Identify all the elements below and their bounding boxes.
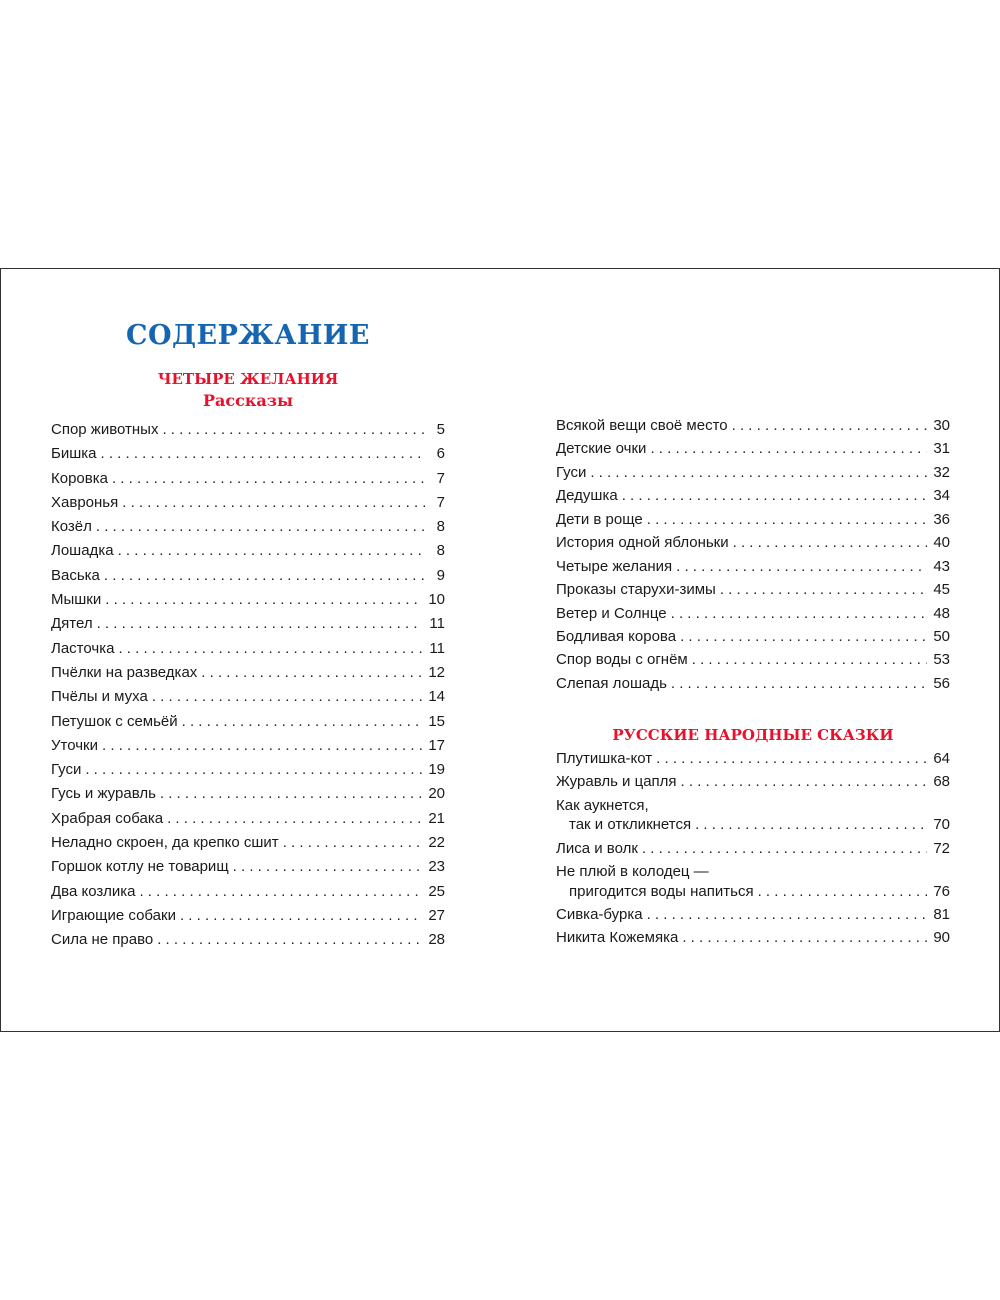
toc-entry-page: 72 bbox=[933, 839, 950, 857]
dot-leader bbox=[201, 664, 422, 682]
toc-entry-page: 32 bbox=[933, 463, 950, 481]
left-column-entries bbox=[51, 421, 445, 956]
toc-entry-page: 12 bbox=[428, 663, 445, 681]
section-heading-russian-tales: РУССКИЕ НАРОДНЫЕ СКАЗКИ bbox=[612, 726, 894, 744]
toc-entry[interactable] bbox=[556, 797, 950, 835]
toc-entry[interactable] bbox=[51, 810, 445, 828]
toc-entry-page: 31 bbox=[933, 440, 950, 458]
toc-entry[interactable] bbox=[51, 542, 445, 560]
toc-entry-page: 48 bbox=[933, 604, 950, 622]
toc-entry-page: 5 bbox=[436, 421, 445, 438]
dot-leader bbox=[622, 487, 928, 505]
dot-leader bbox=[112, 470, 425, 488]
toc-entry[interactable] bbox=[51, 737, 445, 755]
toc-entry-title: Гуси bbox=[51, 761, 82, 779]
toc-entry-title: Детские очки bbox=[556, 440, 647, 458]
dot-leader bbox=[642, 840, 927, 858]
toc-entry[interactable] bbox=[51, 421, 445, 439]
toc-entry-page: 30 bbox=[933, 417, 950, 434]
dot-leader bbox=[104, 567, 425, 585]
dot-leader bbox=[671, 675, 927, 693]
toc-entry-title: Всякой вещи своё место bbox=[556, 417, 728, 434]
toc-entry-page: 21 bbox=[428, 809, 445, 827]
toc-entry-title-line1: Не плюй в колодец — bbox=[556, 863, 709, 881]
dot-leader bbox=[97, 615, 424, 633]
dot-leader bbox=[118, 640, 423, 658]
toc-entry-title: Пчёлы и муха bbox=[51, 688, 148, 706]
toc-entry-title: Спор воды с огнём bbox=[556, 651, 688, 669]
toc-entry[interactable] bbox=[51, 591, 445, 609]
toc-entry-title: Бодливая корова bbox=[556, 627, 677, 645]
toc-entry-title: Храбрая собака bbox=[51, 809, 164, 827]
toc-entry-title: Лиса и волк bbox=[556, 839, 638, 857]
dot-leader bbox=[682, 929, 927, 947]
toc-entry[interactable] bbox=[51, 858, 445, 876]
dot-leader bbox=[695, 816, 927, 834]
toc-entry-page: 53 bbox=[933, 651, 950, 669]
toc-entry[interactable] bbox=[556, 773, 950, 791]
dot-leader bbox=[152, 688, 422, 706]
toc-entry[interactable] bbox=[51, 688, 445, 706]
toc-entry-title: Играющие собаки bbox=[51, 906, 176, 924]
toc-entry-title: Плутишка-кот bbox=[556, 750, 653, 767]
toc-entry[interactable] bbox=[556, 906, 950, 924]
toc-entry-page: 20 bbox=[428, 785, 445, 803]
toc-entry[interactable] bbox=[51, 640, 445, 658]
toc-entry[interactable] bbox=[51, 615, 445, 633]
toc-entry-page: 64 bbox=[933, 750, 950, 767]
dot-leader bbox=[590, 464, 927, 482]
toc-entry-title: Четыре желания bbox=[556, 557, 673, 575]
toc-entry-title: Коровка bbox=[51, 469, 108, 487]
toc-entry-title: Мышки bbox=[51, 591, 102, 609]
toc-entry-title-line1: Как аукнется, bbox=[556, 796, 649, 814]
dot-leader bbox=[162, 421, 425, 439]
toc-entry[interactable] bbox=[51, 907, 445, 925]
toc-entry-title: Уточки bbox=[51, 736, 98, 754]
toc-entry[interactable] bbox=[556, 440, 950, 458]
dot-leader bbox=[102, 737, 422, 755]
toc-entry[interactable] bbox=[51, 931, 445, 949]
toc-entry-title: Неладно скроен, да крепко сшит bbox=[51, 834, 279, 852]
toc-entry-title: Лошадка bbox=[51, 542, 114, 560]
toc-entry[interactable] bbox=[556, 464, 950, 482]
dot-leader bbox=[758, 883, 928, 901]
toc-entry-title: Ласточка bbox=[51, 639, 115, 657]
toc-entry-title: Хавронья bbox=[51, 493, 119, 511]
toc-entry-page: 11 bbox=[429, 639, 445, 657]
toc-entry-title: История одной яблоньки bbox=[556, 534, 729, 552]
dot-leader bbox=[182, 713, 423, 731]
toc-entry-page: 10 bbox=[428, 591, 445, 609]
toc-entry[interactable] bbox=[51, 664, 445, 682]
toc-entry-page: 28 bbox=[428, 931, 445, 949]
toc-entry-page: 81 bbox=[933, 905, 950, 923]
toc-entry-page: 7 bbox=[436, 493, 445, 511]
toc-entry-title: Пчёлки на разведках bbox=[51, 663, 198, 681]
toc-entry-page: 25 bbox=[428, 882, 445, 900]
toc-entry[interactable] bbox=[51, 518, 445, 536]
toc-entry-title: Спор животных bbox=[51, 421, 159, 438]
toc-entry[interactable] bbox=[556, 628, 950, 646]
toc-entry-title: Дети в роще bbox=[556, 510, 643, 528]
toc-entry-page: 6 bbox=[436, 445, 445, 463]
toc-entry-page: 23 bbox=[428, 858, 445, 876]
toc-entry[interactable] bbox=[51, 834, 445, 852]
toc-entry-page: 43 bbox=[933, 557, 950, 575]
toc-entry-page: 11 bbox=[429, 615, 445, 633]
toc-entry[interactable] bbox=[51, 445, 445, 463]
toc-entry-page: 45 bbox=[933, 581, 950, 599]
dot-leader bbox=[692, 651, 928, 669]
toc-entry[interactable] bbox=[556, 581, 950, 599]
toc-entry-page: 50 bbox=[933, 627, 950, 645]
dot-leader bbox=[283, 834, 423, 852]
toc-entry[interactable] bbox=[556, 417, 950, 435]
toc-entry-title: Козёл bbox=[51, 518, 92, 536]
toc-entry-title: Журавль и цапля bbox=[556, 773, 677, 791]
toc-entry[interactable] bbox=[556, 750, 950, 768]
dot-leader bbox=[647, 906, 928, 924]
toc-entry-page: 70 bbox=[933, 816, 950, 834]
toc-entry[interactable] bbox=[556, 651, 950, 669]
dot-leader bbox=[160, 785, 422, 803]
toc-entry[interactable] bbox=[51, 785, 445, 803]
toc-entry[interactable] bbox=[51, 470, 445, 488]
toc-entry-page: 7 bbox=[436, 469, 445, 487]
toc-entry[interactable] bbox=[51, 713, 445, 731]
toc-entry-title: Васька bbox=[51, 566, 100, 584]
toc-entry-page: 17 bbox=[428, 736, 445, 754]
tales-entries bbox=[556, 750, 950, 953]
toc-entry-page: 14 bbox=[428, 688, 445, 706]
toc-entry-page: 27 bbox=[428, 906, 445, 924]
toc-entry-title: Сила не право bbox=[51, 931, 154, 949]
toc-entry-title: Два козлика bbox=[51, 882, 136, 900]
toc-entry-page: 56 bbox=[933, 674, 950, 692]
toc-entry-page: 9 bbox=[436, 566, 445, 584]
dot-leader bbox=[233, 858, 423, 876]
dot-leader bbox=[96, 518, 425, 536]
toc-entry-page: 40 bbox=[933, 534, 950, 552]
dot-leader bbox=[139, 883, 422, 901]
dot-leader bbox=[118, 542, 425, 560]
toc-entry-page: 34 bbox=[933, 487, 950, 505]
toc-entry-title: Сивка-бурка bbox=[556, 905, 643, 923]
toc-entry[interactable] bbox=[556, 605, 950, 623]
section-heading-four-wishes: ЧЕТЫРЕ ЖЕЛАНИЯ bbox=[157, 370, 339, 388]
toc-entry-page: 19 bbox=[428, 761, 445, 779]
toc-entry-page: 15 bbox=[428, 712, 445, 730]
toc-entry[interactable] bbox=[556, 511, 950, 529]
toc-entry[interactable] bbox=[556, 840, 950, 858]
toc-entry[interactable] bbox=[556, 534, 950, 552]
dot-leader bbox=[681, 773, 928, 791]
toc-entry-title: Проказы старухи-зимы bbox=[556, 581, 716, 599]
dot-leader bbox=[101, 445, 426, 463]
dot-leader bbox=[680, 628, 927, 646]
dot-leader bbox=[656, 750, 927, 768]
toc-entry-title: Дедушка bbox=[556, 487, 618, 505]
toc-entry-title: Ветер и Солнце bbox=[556, 604, 667, 622]
toc-entry-title: Гусь и журавль bbox=[51, 785, 156, 803]
toc-entry-title: Горшок котлу не товарищ bbox=[51, 858, 229, 876]
toc-entry[interactable] bbox=[51, 567, 445, 585]
toc-entry-page: 8 bbox=[436, 518, 445, 536]
toc-entry-page: 76 bbox=[933, 882, 950, 900]
toc-entry-title: Никита Кожемяка bbox=[556, 929, 679, 947]
toc-entry[interactable] bbox=[556, 558, 950, 576]
dot-leader bbox=[733, 534, 928, 552]
toc-entry-page: 90 bbox=[933, 929, 950, 947]
toc-entry-title: Слепая лошадь bbox=[556, 674, 667, 692]
toc-entry-title: Гуси bbox=[556, 463, 587, 481]
toc-entry-title: пригодится воды напиться bbox=[569, 882, 754, 900]
dot-leader bbox=[647, 511, 928, 529]
dot-leader bbox=[650, 440, 927, 458]
dot-leader bbox=[671, 605, 928, 623]
dot-leader bbox=[85, 761, 422, 779]
toc-entry-page: 68 bbox=[933, 773, 950, 791]
dot-leader bbox=[105, 591, 422, 609]
dot-leader bbox=[122, 494, 425, 512]
dot-leader bbox=[720, 581, 928, 599]
toc-entry-title: Петушок с семьёй bbox=[51, 712, 178, 730]
toc-entry[interactable] bbox=[51, 883, 445, 901]
toc-entry[interactable] bbox=[51, 761, 445, 779]
dot-leader bbox=[676, 558, 927, 576]
dot-leader bbox=[732, 417, 928, 435]
toc-entry[interactable] bbox=[51, 494, 445, 512]
section-subheading-stories: Рассказы bbox=[202, 391, 294, 410]
toc-entry[interactable] bbox=[556, 929, 950, 947]
dot-leader bbox=[180, 907, 422, 925]
toc-entry[interactable] bbox=[556, 863, 950, 901]
toc-entry-page: 22 bbox=[428, 834, 445, 852]
toc-entry-title: так и откликнется bbox=[569, 816, 692, 834]
dot-leader bbox=[167, 810, 422, 828]
toc-entry-title: Бишка bbox=[51, 445, 97, 463]
toc-entry-page: 8 bbox=[436, 542, 445, 560]
toc-entry[interactable] bbox=[556, 487, 950, 505]
contents-title: СОДЕРЖАНИЕ bbox=[126, 320, 370, 351]
dot-leader bbox=[157, 931, 422, 949]
toc-entry[interactable] bbox=[556, 675, 950, 693]
right-column-entries bbox=[556, 417, 950, 698]
toc-entry-title: Дятел bbox=[51, 615, 93, 633]
toc-entry-page: 36 bbox=[933, 510, 950, 528]
